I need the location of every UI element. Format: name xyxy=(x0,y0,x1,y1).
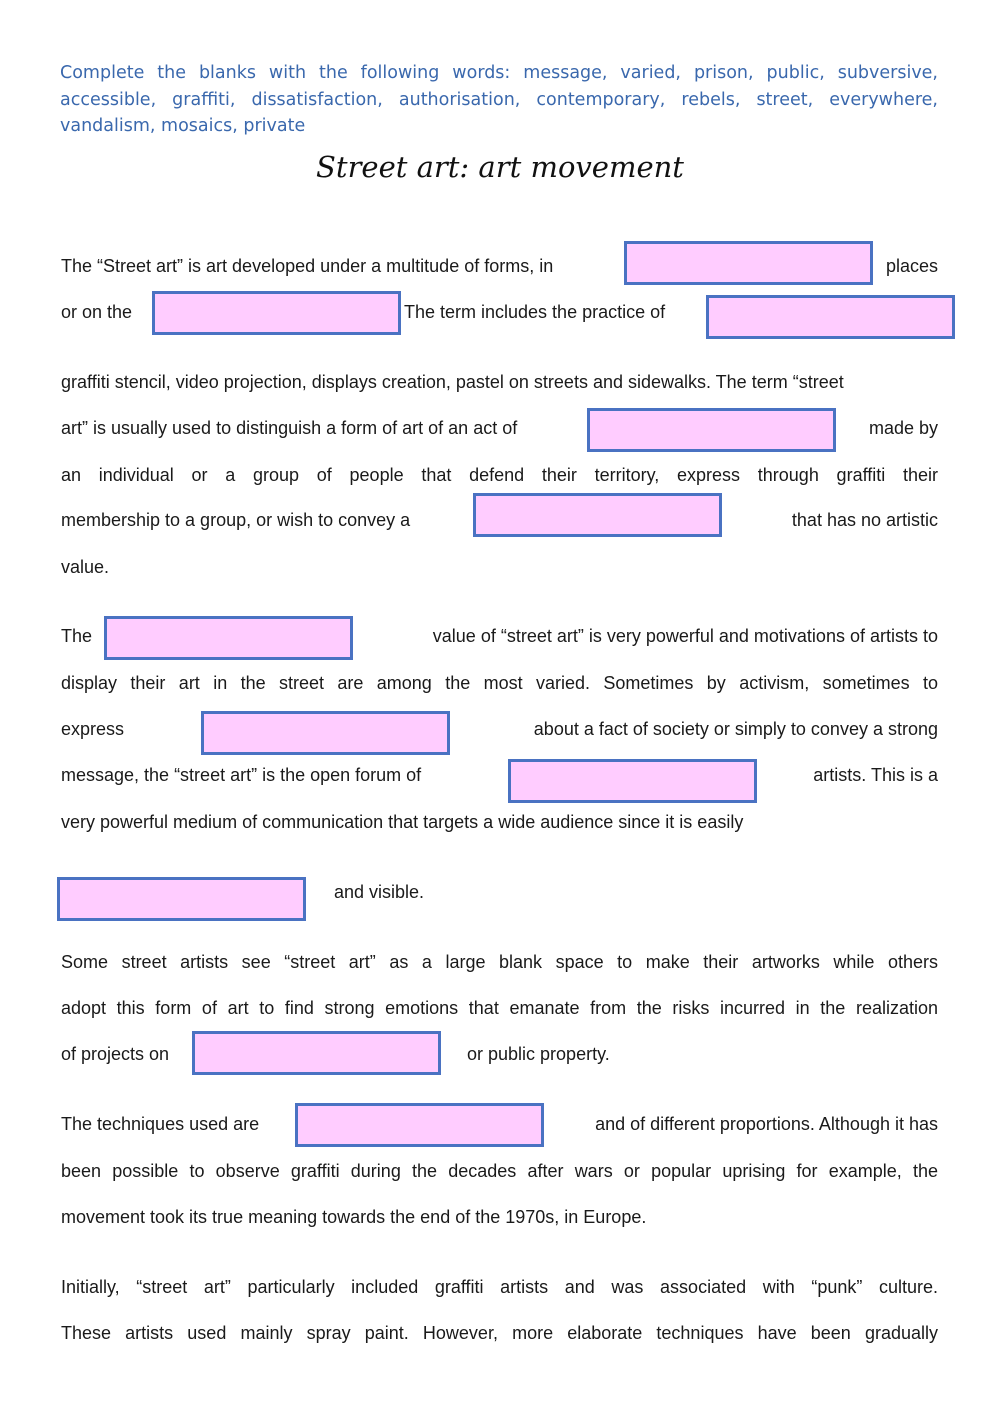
text-segment: The techniques used are xyxy=(61,1114,260,1134)
blank-input-1[interactable] xyxy=(624,241,873,285)
text-segment: about a fact of society or simply to convey a strong xyxy=(533,719,938,739)
text-segment: express xyxy=(61,719,125,739)
text-segment: membership to a group, or wish to convey a xyxy=(61,510,411,530)
text-line: an individual or a group of people that defend their territory, express through graffiti their xyxy=(61,465,938,485)
text-line: Initially, “street art” particularly included graffiti artists and was associated with “punk” culture. xyxy=(61,1277,938,1297)
text-segment: and visible. xyxy=(334,882,425,902)
text-segment: The term includes the practice of xyxy=(404,302,666,322)
blank-input-4[interactable] xyxy=(587,408,836,452)
text-segment: movement took its true meaning towards the end of the 1970s, in Europe. xyxy=(61,1207,647,1227)
blank-input-9[interactable] xyxy=(57,877,306,921)
text-segment: graffiti stencil, video projection, displays creation, pastel on streets and sidewalks. The term “street xyxy=(61,372,844,392)
blank-input-6[interactable] xyxy=(104,616,353,660)
text-line: display their art in the street are among the most varied. Sometimes by activism, sometimes to xyxy=(61,673,938,693)
text-segment: value of “street art” is very powerful and motivations of artists to xyxy=(432,626,938,646)
blank-input-11[interactable] xyxy=(295,1103,544,1147)
blank-input-5[interactable] xyxy=(473,493,722,537)
text-segment: made by xyxy=(868,418,938,438)
text-line: adopt this form of art to find strong emotions that emanate from the risks incurred in the realization xyxy=(61,998,938,1018)
text-segment: of projects on xyxy=(61,1044,170,1064)
text-segment: that has no artistic xyxy=(791,510,938,530)
text-segment: The xyxy=(61,626,93,646)
blank-input-7[interactable] xyxy=(201,711,450,755)
text-line: been possible to observe graffiti during the decades after wars or popular uprising for example, the xyxy=(61,1161,938,1181)
text-segment: value. xyxy=(61,557,110,577)
text-segment: art” is usually used to distinguish a form of art of an act of xyxy=(61,418,518,438)
text-segment: very powerful medium of communication that targets a wide audience since it is easily xyxy=(61,812,744,832)
text-line: Some street artists see “street art” as a large blank space to make their artworks while others xyxy=(61,952,938,972)
text-line xyxy=(61,369,938,395)
text-line: These artists used mainly spray paint. However, more elaborate techniques have been gradually xyxy=(61,1323,938,1343)
worksheet-title: Street art: art movement xyxy=(316,150,684,184)
text-segment: The “Street art” is art developed under a multitude of forms, in xyxy=(61,256,554,276)
blank-input-2[interactable] xyxy=(152,291,401,335)
text-segment: or public property. xyxy=(467,1044,610,1064)
text-segment: and of different proportions. Although it has xyxy=(595,1114,938,1134)
instructions: Complete the blanks with the following words: message, varied, prison, public, subversive, accessible, graffiti, dissatisfaction, authorisation, contemporary, rebels, street, everywhere, vandalism, mosaics, private xyxy=(60,63,938,136)
text-segment: places xyxy=(885,256,938,276)
text-segment: or on the xyxy=(61,302,133,322)
text-segment: artists. This is a xyxy=(813,765,938,785)
blank-input-3[interactable] xyxy=(706,295,955,339)
text-segment: message, the “street art” is the open forum of xyxy=(61,765,422,785)
blank-input-10[interactable] xyxy=(192,1031,441,1075)
blank-input-8[interactable] xyxy=(508,759,757,803)
